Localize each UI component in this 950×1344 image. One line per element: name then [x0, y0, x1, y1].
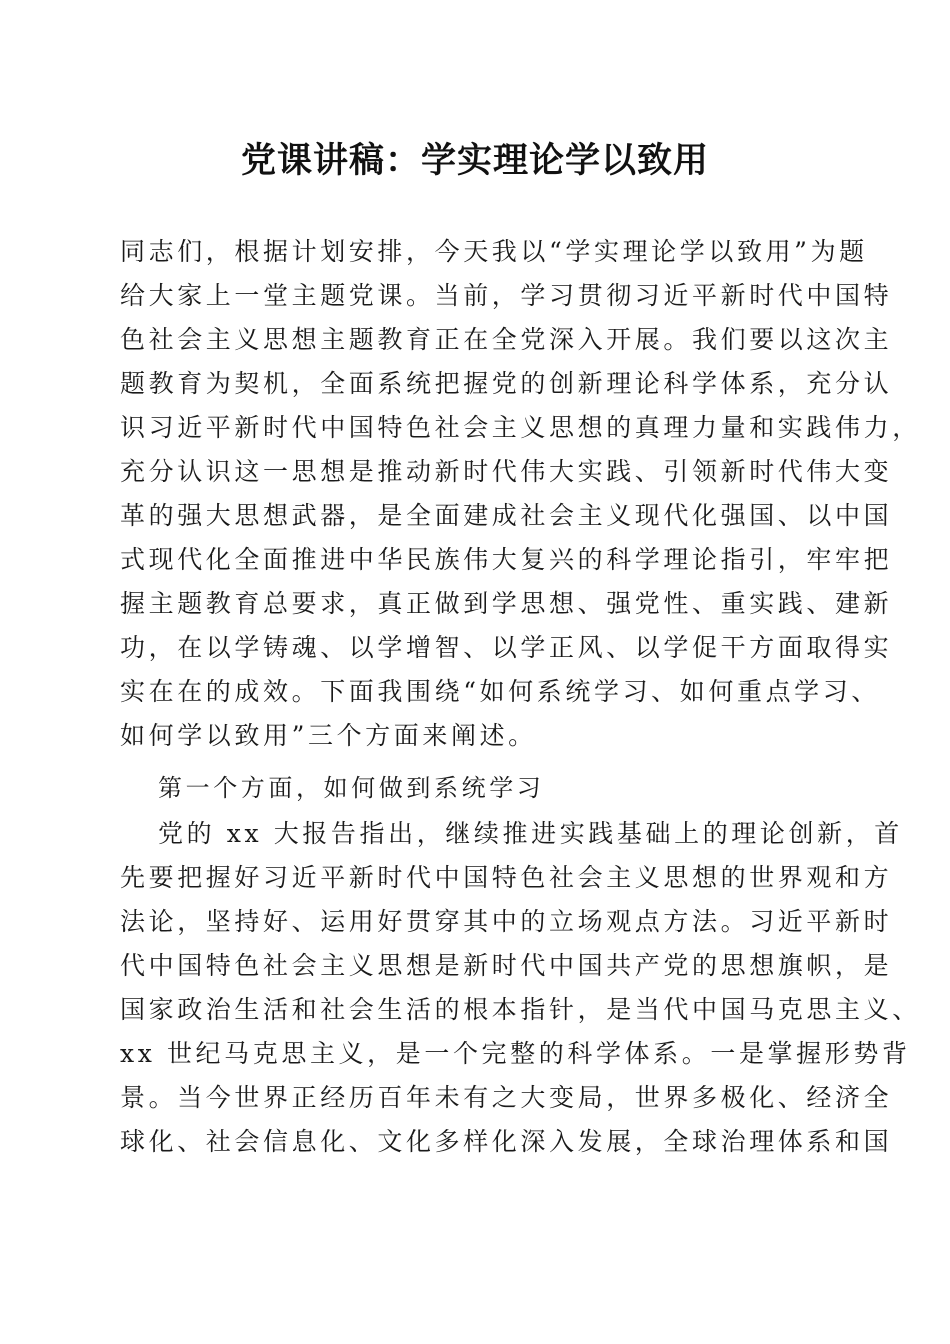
paragraph-line: 功，在以学铸魂、以学增智、以学正风、以学促干方面取得实 [120, 633, 893, 662]
paragraph-line: xx 世纪马克思主义，是一个完整的科学体系。一是掌握形势背 [120, 1039, 911, 1068]
paragraph-line: 识习近平新时代中国特色社会主义思想的真理力量和实践伟力， [120, 413, 921, 442]
section-heading: 第一个方面，如何做到系统学习 [158, 774, 545, 802]
paragraph-line: 革的强大思想武器，是全面建成社会主义现代化强国、以中国 [120, 501, 893, 530]
paragraph-line: 握主题教育总要求，真正做到学思想、强党性、重实践、建新 [120, 589, 893, 618]
paragraph-line: 景。当今世界正经历百年未有之大变局，世界多极化、经济全 [120, 1083, 893, 1112]
paragraph-line: 式现代化全面推进中华民族伟大复兴的科学理论指引，牢牢把 [120, 545, 893, 574]
paragraph-line: 题教育为契机，全面系统把握党的创新理论科学体系，充分认 [120, 369, 893, 398]
paragraph-line: 代中国特色社会主义思想是新时代中国共产党的思想旗帜，是 [120, 951, 893, 980]
document-title: 党课讲稿：学实理论学以致用 [240, 140, 709, 181]
paragraph-line: 给大家上一堂主题党课。当前，学习贯彻习近平新时代中国特 [120, 281, 893, 310]
paragraph-line: 色社会主义思想主题教育正在全党深入开展。我们要以这次主 [120, 325, 893, 354]
paragraph-line: 球化、社会信息化、文化多样化深入发展，全球治理体系和国 [120, 1127, 893, 1156]
paragraph-line: 实在在的成效。下面我围绕“如何系统学习、如何重点学习、 [120, 677, 880, 706]
paragraph-line: 充分认识这一思想是推动新时代伟大实践、引领新时代伟大变 [120, 457, 893, 486]
paragraph-line: 同志们，根据计划安排，今天我以“学实理论学以致用”为题 [120, 237, 868, 266]
paragraph-line: 先要把握好习近平新时代中国特色社会主义思想的世界观和方 [120, 863, 893, 892]
paragraph-line: 如何学以致用”三个方面来阐述。 [120, 721, 537, 750]
paragraph-line: 国家政治生活和社会生活的根本指针，是当代中国马克思主义、 [120, 995, 921, 1024]
paragraph-line: 党的 xx 大报告指出，继续推进实践基础上的理论创新，首 [158, 819, 903, 848]
paragraph-line: 法论，坚持好、运用好贯穿其中的立场观点方法。习近平新时 [120, 907, 893, 936]
